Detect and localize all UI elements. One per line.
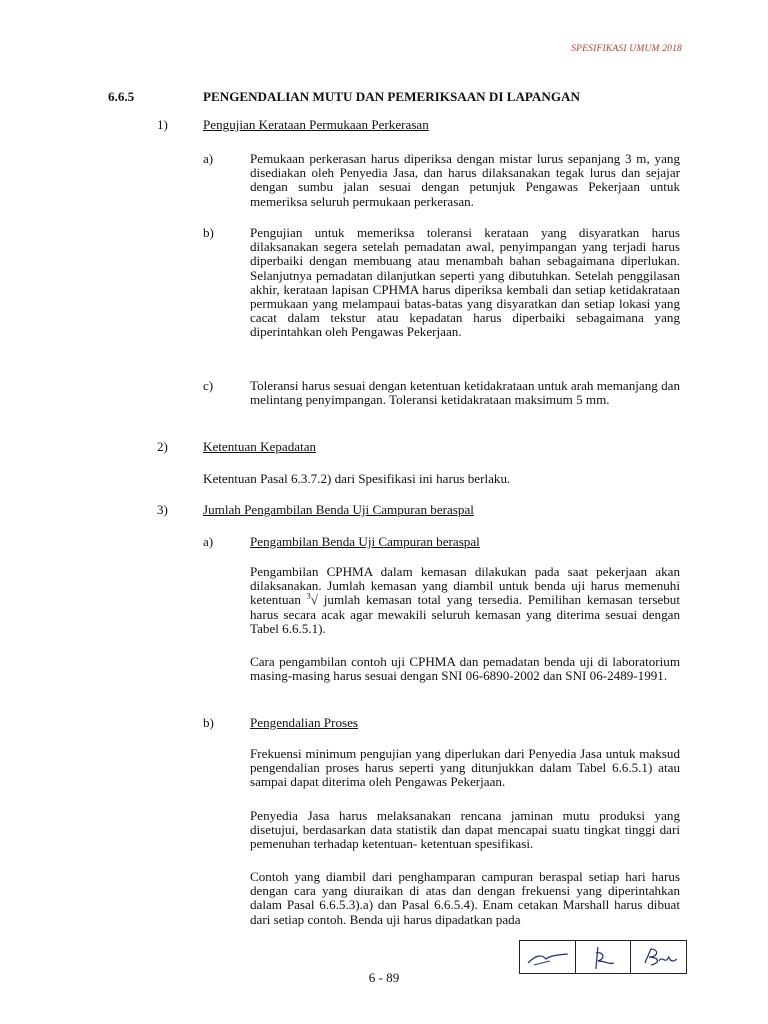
signature-mark <box>520 941 575 973</box>
sub-heading: Pengendalian Proses <box>250 715 359 730</box>
initial-cell <box>520 941 576 973</box>
sub-heading: Pengambilan Benda Uji Campuran beraspal <box>250 534 480 549</box>
item-number: 2) <box>157 439 168 454</box>
paragraph <box>250 565 680 636</box>
sub-label: b) <box>203 225 214 240</box>
sub-label: a) <box>203 151 214 166</box>
sub-label: c) <box>203 378 214 393</box>
signature-mark <box>631 941 686 973</box>
paragraph-text: jumlah kemasan total yang tersedia. Pemilihan kemasan tersebut harus secara acak agar mewakili seluruh kemasan yang diterima sesuai dengan Tabel 6.6.5.1). <box>250 592 680 636</box>
item-number: 1) <box>157 117 168 132</box>
paragraph: Pengujian untuk memeriksa toleransi kerataan yang disyaratkan harus dilaksanakan segera setelah pemadatan awal, penyimpangan yang terjadi harus diperbaiki dengan membuang atau menambah bahan sebagaimana diperlukan. Selanjutnya pemadatan dilanjutkan seperti yang dibutuhkan. Setelah penggilasan akhir, kerataan lapisan CPHMA harus diperiksa kembali dan setiap ketidakrataan permukaan yang melampaui batas-batas yang disyaratkan dan setiap lokasi yang cacat dalam tekstur atau kepadatan harus diperbaiki sebagaimana yang diperintahkan oleh Pengawas Pekerjaan. <box>250 225 680 340</box>
section-title: PENGENDALIAN MUTU DAN PEMERIKSAAN DI LAPANGAN <box>203 89 580 104</box>
section-number: 6.6.5 <box>108 89 135 104</box>
item-number: 3) <box>157 502 168 517</box>
paragraph: Frekuensi minimum pengujian yang diperlukan dari Penyedia Jasa untuk maksud pengendalian proses harus seperti yang ditunjukkan dalam Tabel 6.6.5.1) atau sampai dapat diterima oleh Pengawas Pekerjaan. <box>250 746 680 790</box>
paragraph: Toleransi harus sesuai dengan ketentuan ketidakrataan untuk arah memanjang dan melintang penyimpangan. Toleransi ketidakrataan maksimum 5 mm. <box>250 378 680 408</box>
paragraph: Pemukaan perkerasan harus diperiksa dengan mistar lurus sepanjang 3 m, yang disediakan oleh Penyedia Jasa, dan harus dilaksanakan tegak lurus dan sejajar dengan sumbu jalan sesuai dengan petunjuk Pengawas Pekerjaan untuk memeriksa seluruh permukaan perkerasan. <box>250 151 680 209</box>
paragraph: Ketentuan Pasal 6.3.7.2) dari Spesifikasi ini harus berlaku. <box>203 471 511 486</box>
item-heading: Ketentuan Kepadatan <box>203 439 317 454</box>
signature-mark <box>576 941 631 973</box>
initials-box <box>519 940 687 974</box>
initial-cell <box>631 941 686 973</box>
sub-label: b) <box>203 715 214 730</box>
paragraph-text: Pengambilan CPHMA dalam kemasan dilakukan pada saat pekerjaan akan dilaksanakan. Jumlah kemasan yang diambil untuk benda uji harus memenuhi ketentuan <box>250 564 680 608</box>
paragraph: Penyedia Jasa harus melaksanakan rencana jaminan mutu produksi yang disetujui, berdasarkan data statistik dan dapat mencapai suatu tingkat tinggi dari pemenuhan terhadap ketentuan- ketentuan spesifikasi. <box>250 808 680 852</box>
item-heading: Jumlah Pengambilan Benda Uji Campuran beraspal <box>203 502 474 517</box>
paragraph: Contoh yang diambil dari penghamparan campuran beraspal setiap hari harus dengan cara yang diuraikan di atas dan dengan frekuensi yang diperintahkan dalam Pasal 6.6.5.3).a) dan Pasal 6.6.5.4). Enam cetakan Marshall harus dibuat dari setiap contoh. Benda uji harus dipadatkan pada <box>250 869 680 927</box>
page-number: 6 - 89 <box>368 970 400 985</box>
sub-label: a) <box>203 534 214 549</box>
item-heading: Pengujian Kerataan Permukaan Perkerasan <box>203 117 429 132</box>
paragraph: Cara pengambilan contoh uji CPHMA dan pemadatan benda uji di laboratorium masing-masing harus sesuai dengan SNI 06-6890-2002 dan SNI 06-2489-1991. <box>250 654 680 684</box>
running-header: SPESIFIKASI UMUM 2018 <box>571 44 682 54</box>
initial-cell <box>576 941 632 973</box>
root-symbol: √ <box>310 592 318 608</box>
root-index: 3 <box>306 592 311 602</box>
